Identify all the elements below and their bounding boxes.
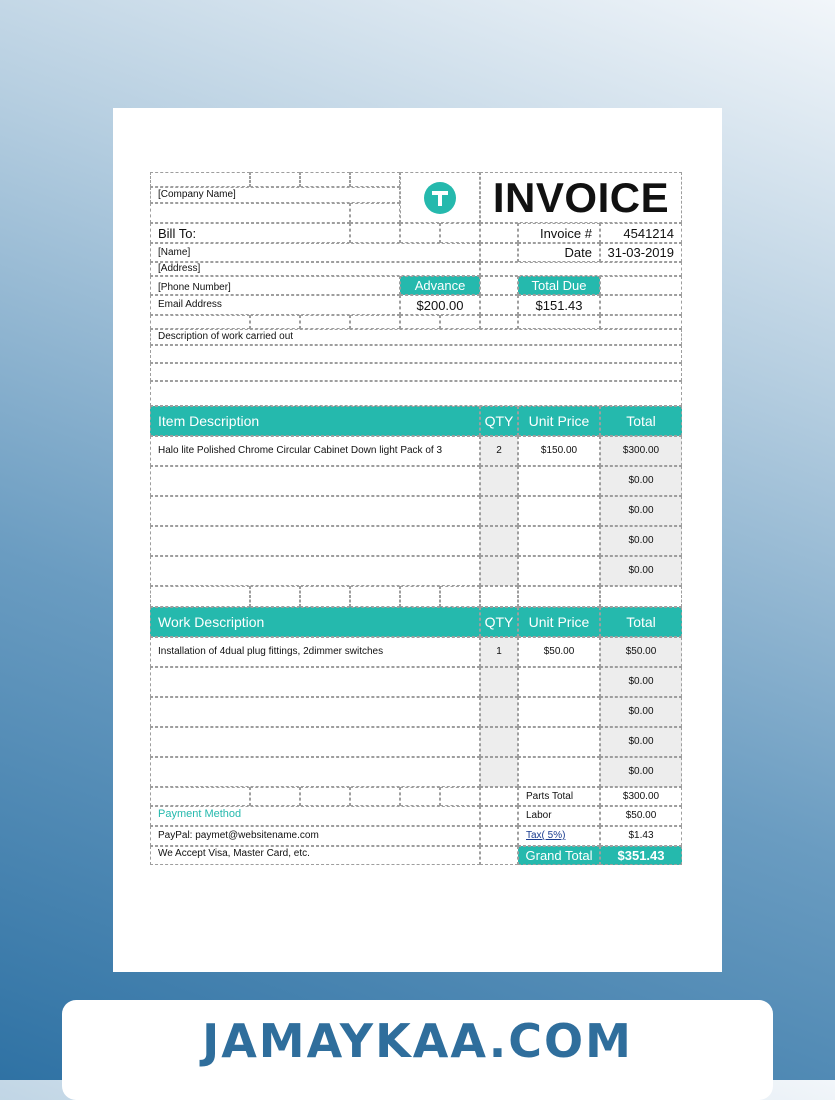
grid-cell (440, 315, 480, 329)
site-banner-text[interactable]: JAMAYKAA.COM (202, 1014, 633, 1068)
item-description (150, 466, 480, 496)
item-total: $0.00 (600, 556, 682, 586)
invoice-title: INVOICE (480, 172, 682, 223)
labor-amount: $50.00 (600, 806, 682, 826)
grid-cell (150, 203, 350, 223)
total-due-amount: $151.43 (518, 295, 600, 315)
work-qty (480, 667, 518, 697)
customer-email: Email Address (150, 295, 400, 315)
grid-cell (600, 276, 682, 295)
work-total: $0.00 (600, 757, 682, 787)
total-due-label: Total Due (518, 276, 600, 295)
advance-label: Advance (400, 276, 480, 295)
work-description: Installation of 4dual plug fittings, 2dimmer switches (150, 637, 480, 667)
item-qty (480, 496, 518, 526)
grid-cell (250, 172, 300, 187)
grid-cell (480, 295, 518, 315)
grid-cell (350, 203, 400, 223)
date-label: Date (518, 243, 600, 262)
item-unit-price (518, 526, 600, 556)
work-description (150, 757, 480, 787)
work-unit-price (518, 727, 600, 757)
tax-label[interactable]: Tax( 5%) (526, 830, 566, 841)
company-logo (400, 172, 480, 223)
grid-cell (518, 315, 600, 329)
grid-cell (250, 787, 300, 806)
labor-label: Labor (518, 806, 600, 826)
work-total: $0.00 (600, 727, 682, 757)
grid-cell (440, 223, 480, 243)
grid-cell (480, 315, 518, 329)
site-banner (62, 1000, 773, 1100)
grid-cell (480, 276, 518, 295)
work-unit-price (518, 667, 600, 697)
work-qty (480, 727, 518, 757)
item-description: Halo lite Polished Chrome Circular Cabinet Down light Pack of 3 (150, 436, 480, 466)
teal-circle-logo-icon (423, 181, 457, 215)
work-description-line (150, 345, 682, 363)
work-qty: 1 (480, 637, 518, 667)
grid-cell (150, 172, 250, 187)
grid-cell (300, 787, 350, 806)
grid-cell (350, 172, 400, 187)
paypal-info: PayPal: paymet@websitename.com (150, 826, 480, 846)
grid-cell (480, 262, 682, 276)
item-total: $300.00 (600, 436, 682, 466)
work-description-line (150, 363, 682, 381)
item-unit-price (518, 496, 600, 526)
grid-cell (518, 586, 600, 607)
grid-cell (480, 223, 518, 243)
grid-cell (400, 586, 440, 607)
tax-amount: $1.43 (600, 826, 682, 846)
accepted-cards: We Accept Visa, Master Card, etc. (150, 846, 480, 865)
work-qty (480, 757, 518, 787)
item-qty (480, 526, 518, 556)
item-total: $0.00 (600, 466, 682, 496)
work-unit-price (518, 757, 600, 787)
item-qty (480, 556, 518, 586)
item-total: $0.00 (600, 526, 682, 556)
grid-cell (350, 586, 400, 607)
grid-cell (480, 787, 518, 806)
work-price-header: Unit Price (518, 607, 600, 637)
grid-cell (250, 315, 300, 329)
invoice-date: 31-03-2019 (600, 243, 682, 262)
grid-cell (150, 787, 250, 806)
grid-cell (400, 787, 440, 806)
grand-total: $351.43 (600, 846, 682, 865)
item-price-header: Unit Price (518, 406, 600, 436)
invoice-sheet (150, 172, 682, 863)
customer-phone: [Phone Number] (150, 276, 400, 295)
grid-cell (350, 223, 400, 243)
grid-cell (400, 223, 440, 243)
grid-cell (440, 787, 480, 806)
grid-cell (250, 586, 300, 607)
work-total-header: Total (600, 607, 682, 637)
work-unit-price (518, 697, 600, 727)
grid-cell (480, 806, 518, 826)
work-description (150, 727, 480, 757)
grid-cell (600, 295, 682, 315)
advance-amount: $200.00 (400, 295, 480, 315)
work-total: $50.00 (600, 637, 682, 667)
work-total: $0.00 (600, 667, 682, 697)
work-total: $0.00 (600, 697, 682, 727)
item-description (150, 526, 480, 556)
grid-cell (300, 586, 350, 607)
grid-cell (600, 586, 682, 607)
bill-to-label: Bill To: (150, 223, 350, 243)
grid-cell (480, 826, 518, 846)
work-description (150, 667, 480, 697)
item-unit-price: $150.00 (518, 436, 600, 466)
work-qty (480, 697, 518, 727)
grid-cell (480, 846, 518, 865)
item-total-header: Total (600, 406, 682, 436)
work-unit-price: $50.00 (518, 637, 600, 667)
grid-cell (300, 315, 350, 329)
item-qty (480, 466, 518, 496)
grid-cell (150, 586, 250, 607)
item-unit-price (518, 466, 600, 496)
grid-cell (440, 586, 480, 607)
item-qty-header: QTY (480, 406, 518, 436)
item-unit-price (518, 556, 600, 586)
grid-cell (300, 172, 350, 187)
tax-label-cell (518, 826, 600, 846)
work-description-line (150, 381, 682, 406)
grid-cell (480, 586, 518, 607)
grid-cell (600, 315, 682, 329)
customer-address: [Address] (150, 262, 480, 276)
parts-total-label: Parts Total (518, 787, 600, 806)
invoice-number-label: Invoice # (518, 223, 600, 243)
invoice-number: 4541214 (600, 223, 682, 243)
work-description-header: Work Description (150, 607, 480, 637)
work-description-label: Description of work carried out (150, 329, 682, 345)
grid-cell (350, 315, 400, 329)
item-description (150, 496, 480, 526)
payment-method-title: Payment Method (150, 806, 480, 826)
work-qty-header: QTY (480, 607, 518, 637)
invoice-page (113, 108, 722, 972)
grid-cell (400, 315, 440, 329)
item-qty: 2 (480, 436, 518, 466)
item-description-header: Item Description (150, 406, 480, 436)
item-total: $0.00 (600, 496, 682, 526)
grid-cell (480, 243, 518, 262)
company-name: [Company Name] (150, 187, 400, 203)
work-description (150, 697, 480, 727)
customer-name: [Name] (150, 243, 480, 262)
grid-cell (350, 787, 400, 806)
parts-total: $300.00 (600, 787, 682, 806)
item-description (150, 556, 480, 586)
grand-total-label: Grand Total (518, 846, 600, 865)
grid-cell (150, 315, 250, 329)
